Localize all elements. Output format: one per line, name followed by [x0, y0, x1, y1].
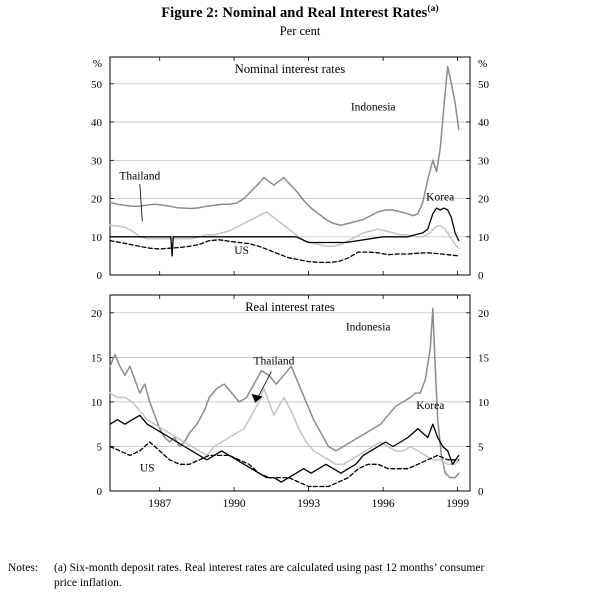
figure-container	[0, 4, 600, 590]
y-tick-label-right: 30	[478, 155, 489, 168]
y-tick-label-right: 5	[478, 441, 484, 454]
chart-panel-real	[91, 295, 490, 510]
figure-notes	[8, 561, 592, 592]
series-label-us: US	[234, 244, 249, 257]
y-tick-label-left: 0	[96, 485, 102, 498]
x-tick-label: 1996	[371, 497, 395, 510]
series-line-us	[110, 240, 459, 263]
y-tick-label-right: 20	[478, 307, 489, 320]
series-line-indonesia	[110, 308, 459, 477]
series-label-thailand: Thailand	[119, 170, 161, 183]
x-tick-label: 1993	[297, 497, 321, 510]
y-tick-label-right: 20	[478, 193, 489, 206]
y-tick-label-right: 0	[478, 485, 484, 498]
series-line-indonesia	[110, 66, 459, 225]
panel-title: Nominal interest rates	[234, 61, 346, 76]
interest-rates-plot	[0, 39, 600, 539]
series-label-korea: Korea	[426, 191, 455, 204]
notes-label: Notes:	[8, 561, 39, 574]
y-tick-label-left: 40	[91, 116, 102, 129]
y-tick-label-right: 15	[478, 352, 489, 365]
series-line-thailand	[110, 212, 459, 248]
series-label-indonesia: Indonesia	[350, 101, 396, 114]
y-tick-label-left: 20	[91, 193, 102, 206]
y-tick-label-left: 50	[91, 78, 102, 91]
y-tick-label-left: 0	[96, 269, 102, 282]
notes-line-1: (a) Six-month deposit rates. Real interest rates are calculated using past 12 months’ consumer	[54, 561, 485, 574]
y-tick-label-right: 40	[478, 116, 489, 129]
y-tick-label-left: 10	[91, 396, 102, 409]
x-tick-label: 1990	[222, 497, 246, 510]
panel-frame	[110, 57, 470, 275]
chart-area	[0, 39, 600, 539]
series-label-us: US	[139, 462, 155, 475]
chart-panel-nominal	[91, 57, 490, 282]
y-tick-label-left: 15	[91, 352, 102, 365]
y-tick-label-right: 10	[478, 396, 489, 409]
y-axis-unit-left: %	[92, 57, 102, 70]
leader-line-thailand	[140, 184, 143, 222]
series-label-korea: Korea	[416, 399, 445, 412]
y-tick-label-right: 50	[478, 78, 489, 91]
y-tick-label-left: 5	[96, 441, 102, 454]
panel-title: Real interest rates	[245, 299, 335, 314]
notes-line-2: price inflation.	[54, 577, 122, 590]
figure-title-text: Figure 2: Nominal and Real Interest Rates	[161, 4, 428, 21]
y-tick-label-right: 10	[478, 231, 489, 244]
figure-subtitle: Per cent	[279, 23, 321, 38]
y-axis-unit-right: %	[478, 57, 488, 70]
series-label-thailand: Thailand	[253, 355, 295, 368]
x-tick-label: 1987	[148, 497, 172, 510]
figure-title-footnote-marker: (a)	[427, 4, 439, 14]
figure-title	[0, 4, 600, 22]
y-tick-label-left: 30	[91, 155, 102, 168]
series-label-indonesia: Indonesia	[345, 321, 391, 334]
y-tick-label-right: 0	[478, 269, 484, 282]
y-tick-label-left: 20	[91, 307, 102, 320]
x-tick-label: 1999	[446, 497, 470, 510]
y-tick-label-left: 10	[91, 231, 102, 244]
